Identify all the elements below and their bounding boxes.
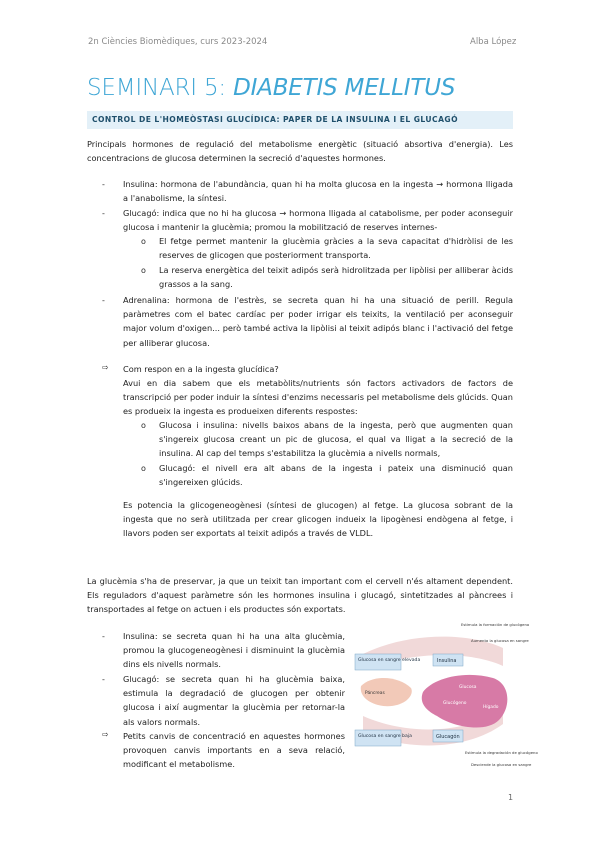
- header-course: 2n Ciències Biomèdiques, curs 2023-2024: [88, 37, 268, 47]
- stim-formation-label: Estimula la formación de glucógeno: [461, 622, 530, 627]
- bullet2-canvis: Petits canvis de concentració en aquestes hormones provoquen canvis importants en a seva relació, modificant el metabolisme.: [123, 731, 345, 770]
- subbullet-glucosa-insulina: Glucosa i insulina: nivells baixos abans de la ingesta, però que augmenten quan s'ingereix glucosa creant un pic de glucosa, el qual va lligat a la secreció de la insulina. Al cap del temps s'estabilitza la glucèmia a nivells normals,: [159, 420, 513, 459]
- bullet2-glucago: Glucagó: se secreta quan hi ha glucèmia baixa, estimula la degradació de glucogen per obtenir glucosa i així augmentar la glucèmia per retornar-la als valors normals.: [123, 674, 345, 727]
- low-glucose-label: Glucosa en sangre baja: [358, 734, 412, 739]
- bullet-dash: -: [102, 296, 105, 305]
- bullet-adrenalina: Adrenalina: hormona de l'estrès, se secreta quan hi ha una situació de perill. Regula paràmetres com el batec cardíac per poder irrigar els teixits, la ventilació per aconseguir major volum d'oxigen... però també activa la lipòlisi al teixit adipós blanc i l'activació del fetge per alliberar glucosa.: [123, 295, 513, 348]
- title-italic: DIABETIS MELLITUS: [233, 75, 456, 101]
- raise-glucose-label: Aumenta la glucosa en sangre: [471, 638, 529, 643]
- subbullet-circle: o: [141, 237, 146, 246]
- arrow-text: Avui en dia sabem que els metabòlits/nutrients són factors activadors de factors de transcripció per poder induir la síntesi d'enzims necessaris pel metabolisme dels glúcids. Quan es produeix la ingesta es produeixen diferents respostes:: [123, 378, 513, 417]
- title-main: SEMINARI 5:: [87, 75, 234, 101]
- liver-label: Hígado: [483, 705, 499, 710]
- stim-degradation-label: Estimula la degradación de glucógeno: [465, 750, 538, 755]
- glucagon-label: Glucagón: [436, 734, 460, 740]
- bullet-dash: -: [102, 675, 105, 684]
- insulin-label: Insulina: [437, 658, 457, 664]
- bullet-glucago: Glucagó: indica que no hi ha glucosa → hormona lligada al catabolisme, per poder aconseguir glucosa i mantenir la glucèmia; promou la mobilització de reserves internes-: [123, 208, 513, 233]
- page-title: [87, 75, 455, 101]
- subbullet-circle: o: [141, 266, 146, 275]
- subbullet-circle: o: [141, 421, 146, 430]
- bullet-insulina: Insulina: hormona de l'abundància, quan hi ha molta glucosa en la ingesta → hormona lligada a l'anabolisme, la síntesi.: [123, 179, 513, 204]
- header-author: Alba López: [470, 37, 517, 47]
- subbullet-fetge: El fetge permet mantenir la glucèmia gràcies a la seva capacitat d'hidròlisi de les reserves de glicogen que posteriorment transporta.: [159, 236, 513, 261]
- bullet-dash: -: [102, 632, 105, 641]
- subbullet-glucago: Glucagó: el nivell era alt abans de la ingesta i pateix una disminució quan s'ingereixen glúcids.: [159, 463, 513, 488]
- glycogen-label: Glucógeno: [443, 701, 467, 706]
- subbullet-circle: o: [141, 464, 146, 473]
- arrow-marker: ⇨: [102, 363, 109, 372]
- page-number: 1: [508, 793, 514, 802]
- high-glucose-label: Glucosa en sangre elevada: [358, 658, 421, 663]
- section-heading: CONTROL DE L'HOMEÒSTASI GLUCÍDICA: PAPER DE LA INSULINA I EL GLUCAGÓ: [92, 115, 458, 124]
- arrow-question: Com respon en a la ingesta glucídica?: [123, 364, 279, 374]
- bullet-dash: -: [102, 180, 105, 189]
- subbullet-adipos: La reserva energètica del teixit adipós serà hidrolitzada per lipòlisi per alliberar àcids grassos a la sang.: [159, 265, 513, 290]
- pancreas-label: Páncreas: [365, 691, 385, 696]
- bullet2-insulina: Insulina: se secreta quan hi ha una alta glucèmia, promou la glucogeneogènesi i disminuint la glucèmia dins els nivells normals.: [123, 631, 345, 670]
- section-heading-band: [87, 111, 513, 129]
- arrow-closing: Es potencia la glicogeneogènesi (síntesi de glucogen) al fetge. La glucosa sobrant de la ingesta que no serà utilitzada per crear glicogen indueix la lipogènesi endògena al fetge, i llavors poden ser exportats al teixit adipós a través de VLDL.: [123, 500, 513, 539]
- glucose-label: Glucosa: [459, 685, 477, 690]
- intro-paragraph: Principals hormones de regulació del metabolisme energètic (situació absortiva d'energia). Les concentracions de glucosa determinen la secreció d'aquestes hormones.: [87, 139, 513, 164]
- arrow-marker: ⇨: [102, 730, 109, 739]
- lower-glucose-label: Desciende la glucosa en sangre: [471, 762, 532, 767]
- insulin-glucagon-diagram: [353, 612, 538, 770]
- paragraph-glucemia: La glucèmia s'ha de preservar, ja que un teixit tan important com el cervell n'és altament dependent. Els reguladors d'aquest paràmetre són les hormones insulina i glucagó, sintetitzades al pàncrees i transportades al fetge on actuen i els productes són exportats.: [87, 576, 513, 615]
- bullet-dash: -: [102, 209, 105, 218]
